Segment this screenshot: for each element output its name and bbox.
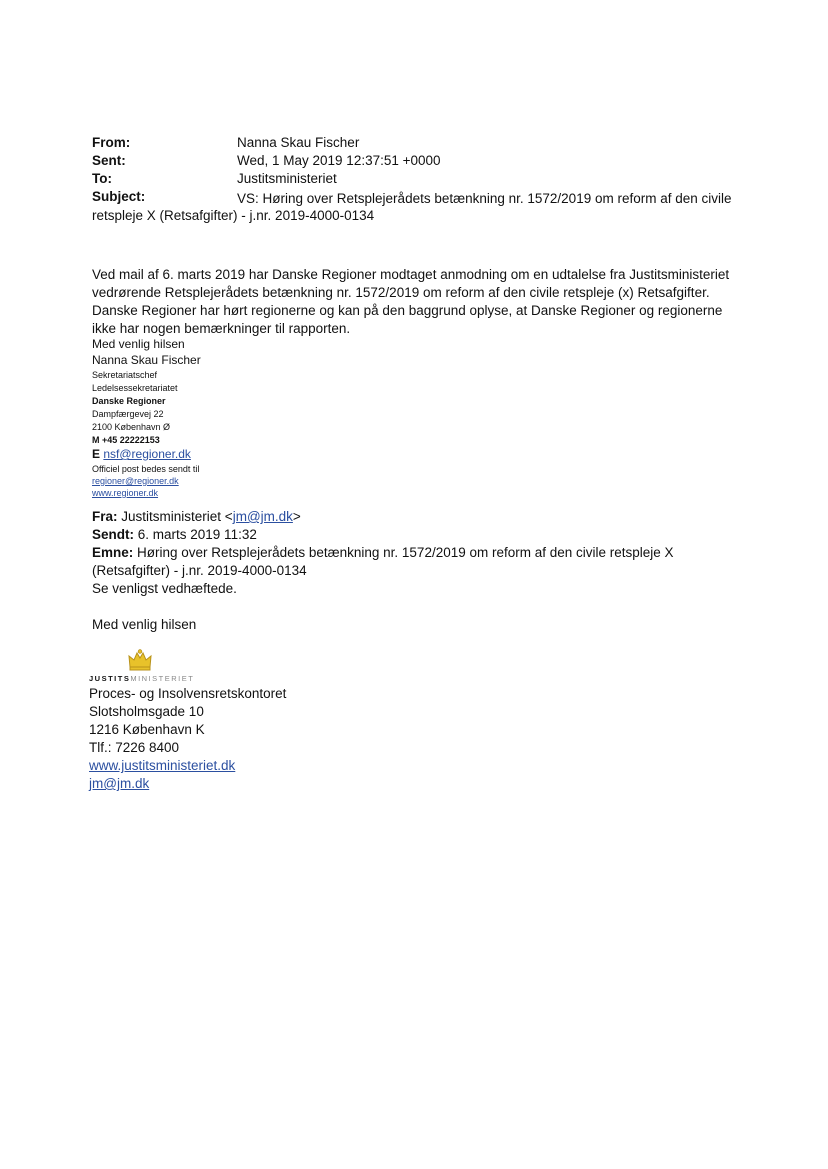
logo-wordmark-light: MINISTERIET [130,674,195,683]
from-label: From: [92,135,131,150]
signature-title: Sekretariatschef [92,370,158,380]
ministry-email-link[interactable]: jm@jm.dk [89,776,150,791]
sent-label: Sent: [92,153,126,168]
body-line-1: Ved mail af 6. marts 2019 har Danske Regioner modtaget anmodning om en udtalelse fra Justitsministeriet [92,267,730,282]
forwarded-from-email-link[interactable]: jm@jm.dk [232,509,293,524]
forwarded-subject-line-1: Høring over Retsplejerådets betænkning nr. 1572/2019 om reform af den civile retspleje X [137,545,674,560]
to-label: To: [92,171,112,186]
ministry-office: Proces- og Insolvensretskontoret [89,686,287,701]
logo-wordmark [89,674,194,683]
signature-official-post: Officiel post bedes sendt til [92,464,200,474]
forwarded-from-row [92,508,301,526]
body-line-4: ikke har nogen bemærkninger til rapporten. [92,321,351,336]
crown-logo-icon [127,649,153,676]
to-value: Justitsministeriet [237,171,337,186]
logo-wordmark-bold: JUSTITS [89,674,131,683]
signature-official-email-link[interactable]: regioner@regioner.dk [92,476,179,486]
ministry-website-link[interactable]: www.justitsministeriet.dk [89,758,236,773]
forwarded-sent-row [92,526,257,544]
subject-line-2: retspleje X (Retsafgifter) - j.nr. 2019-4000-0134 [92,208,375,223]
forwarded-sent-value: 6. marts 2019 11:32 [137,527,257,542]
forwarded-from-label: Fra: [92,509,118,524]
forwarded-subject-label: Emne: [92,545,134,560]
ministry-phone: Tlf.: 7226 8400 [89,740,180,755]
signature-org: Danske Regioner [92,396,166,406]
signature-street: Dampfærgevej 22 [92,409,164,419]
sent-value: Wed, 1 May 2019 12:37:51 +0000 [237,153,441,168]
signature-email-prefix: E [92,447,101,461]
signature-department: Ledelsessekretariatet [92,383,178,393]
forwarded-sent-label: Sendt: [92,527,134,542]
subject-line-1: VS: Høring over Retsplejerådets betænkning nr. 1572/2019 om reform af den civile [237,191,732,206]
signature-email-row [92,447,191,461]
forwarded-from-value: Justitsministeriet < [121,509,233,524]
subject-label: Subject: [92,189,146,204]
signature-city: 2100 København Ø [92,422,171,432]
signature-email-link[interactable]: nsf@regioner.dk [103,447,191,461]
ministry-street: Slotsholmsgade 10 [89,704,204,719]
body-line-3: Danske Regioner har hørt regionerne og kan på den baggrund oplyse, at Danske Regioner og regionerne [92,303,723,318]
signature-phone: M +45 22222153 [92,435,160,445]
forwarded-closing: Med venlig hilsen [92,617,197,632]
ministry-city: 1216 København K [89,722,205,737]
from-value: Nanna Skau Fischer [237,135,360,150]
body-sender-name: Nanna Skau Fischer [92,353,201,367]
forwarded-subject-line-2: (Retsafgifter) - j.nr. 2019-4000-0134 [92,563,307,578]
forwarded-subject-row [92,544,674,562]
forwarded-body: Se venligst vedhæftede. [92,581,237,596]
body-closing: Med venlig hilsen [92,337,185,351]
body-line-2: vedrørende Retsplejerådets betænkning nr. 1572/2019 om reform af den civile retspleje (x) Retsafgifter. [92,285,710,300]
signature-website-link[interactable]: www.regioner.dk [92,488,159,498]
forwarded-from-close: > [292,509,301,524]
